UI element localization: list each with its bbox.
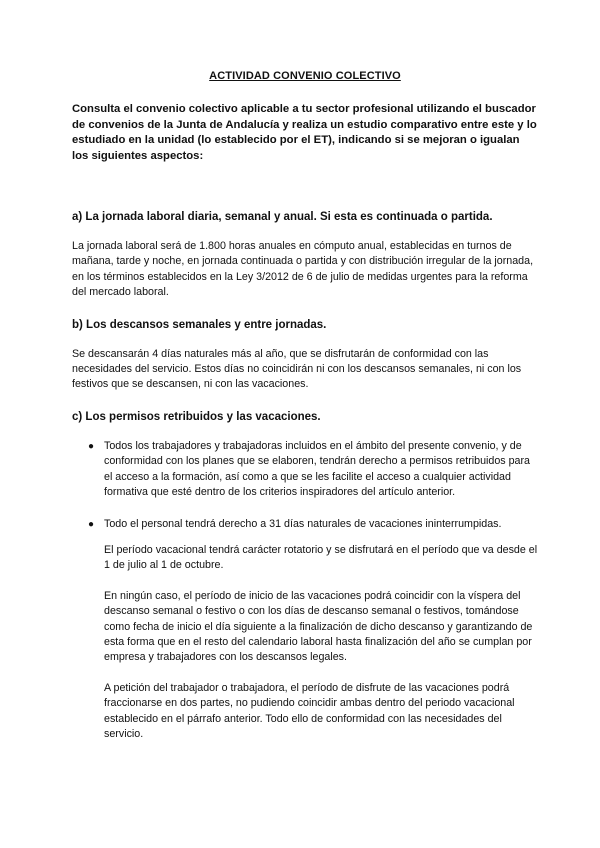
section-c-heading: c) Los permisos retribuidos y las vacaciones.	[72, 410, 321, 423]
vacation-paragraph: En ningún caso, el período de inicio de las vacaciones podrá coincidir con la víspera del descanso semanal o festivo o con los días de descanso semanal o festivos, tomándose como fecha de inicio el día siguiente a la finalización de dicho descanso y garantizando de esta forma que en el resto del calendario laboral hasta finalización del año se cumplan por empresa y trabajadores con los descansos legales.	[104, 589, 533, 664]
bullet-text: Todos los trabajadores y trabajadoras incluidos en el ámbito del presente convenio, y de conformidad con los planes que se elaboren, tendrán derecho a permisos retribuidos para el acceso a la formación, así como a que se les facilite el acceso a cualquier actividad formativa que esté dentro de los criterios inspiradores del artículo anterior.	[104, 439, 530, 499]
document-title: ACTIVIDAD CONVENIO COLECTIVO	[209, 70, 401, 82]
list-item	[72, 439, 538, 501]
bullet-icon: ●	[88, 440, 95, 452]
section-a-heading: a) La jornada laboral diaria, semanal y anual. Si esta es continuada o partida.	[72, 211, 493, 223]
list-item	[72, 517, 538, 532]
bullet-icon: ●	[88, 519, 95, 531]
intro-paragraph: Consulta el convenio colectivo aplicable a tu sector profesional utilizando el buscador de convenios de la Junta de Andalucía y realiza un estudio comparativo entre este y lo estudiado en la unidad (lo establecido por el ET), indicando si se mejoran o igualan los siguientes aspectos:	[72, 103, 537, 162]
section-a-body: La jornada laboral será de 1.800 horas anuales en cómputo anual, establecidas en turnos de mañana, tarde y noche, en jornada continuada o partida y con distribución irregular de la jornada, en los términos establecidos en la Ley 3/2012 de 6 de julio de medidas urgentes para la reforma del mercado laboral.	[72, 240, 534, 299]
section-b-body: Se descansarán 4 días naturales más al año, que se disfrutarán de conformidad con las necesidades del servicio. Estos días no coincidirán ni con los descansos semanales, ni con los festivos que se descansen, ni con las vacaciones.	[72, 347, 522, 391]
vacation-paragraph: A petición del trabajador o trabajadora, el período de disfrute de las vacaciones podrá fraccionarse en dos partes, no pudiendo coincidir ambas dentro del periodo vacacional establecido en el párrafo anterior. Todo ello de conformidad con las necesidades del servicio.	[104, 681, 515, 740]
section-c-bullet-list	[72, 439, 538, 533]
section-b-heading: b) Los descansos semanales y entre jornadas.	[72, 318, 327, 331]
bullet-text: Todo el personal tendrá derecho a 31 días naturales de vacaciones ininterrumpidas.	[104, 518, 502, 531]
vacation-paragraph: El período vacacional tendrá carácter rotatorio y se disfrutará en el período que va desde el 1 de julio al 1 de octubre.	[104, 543, 538, 572]
